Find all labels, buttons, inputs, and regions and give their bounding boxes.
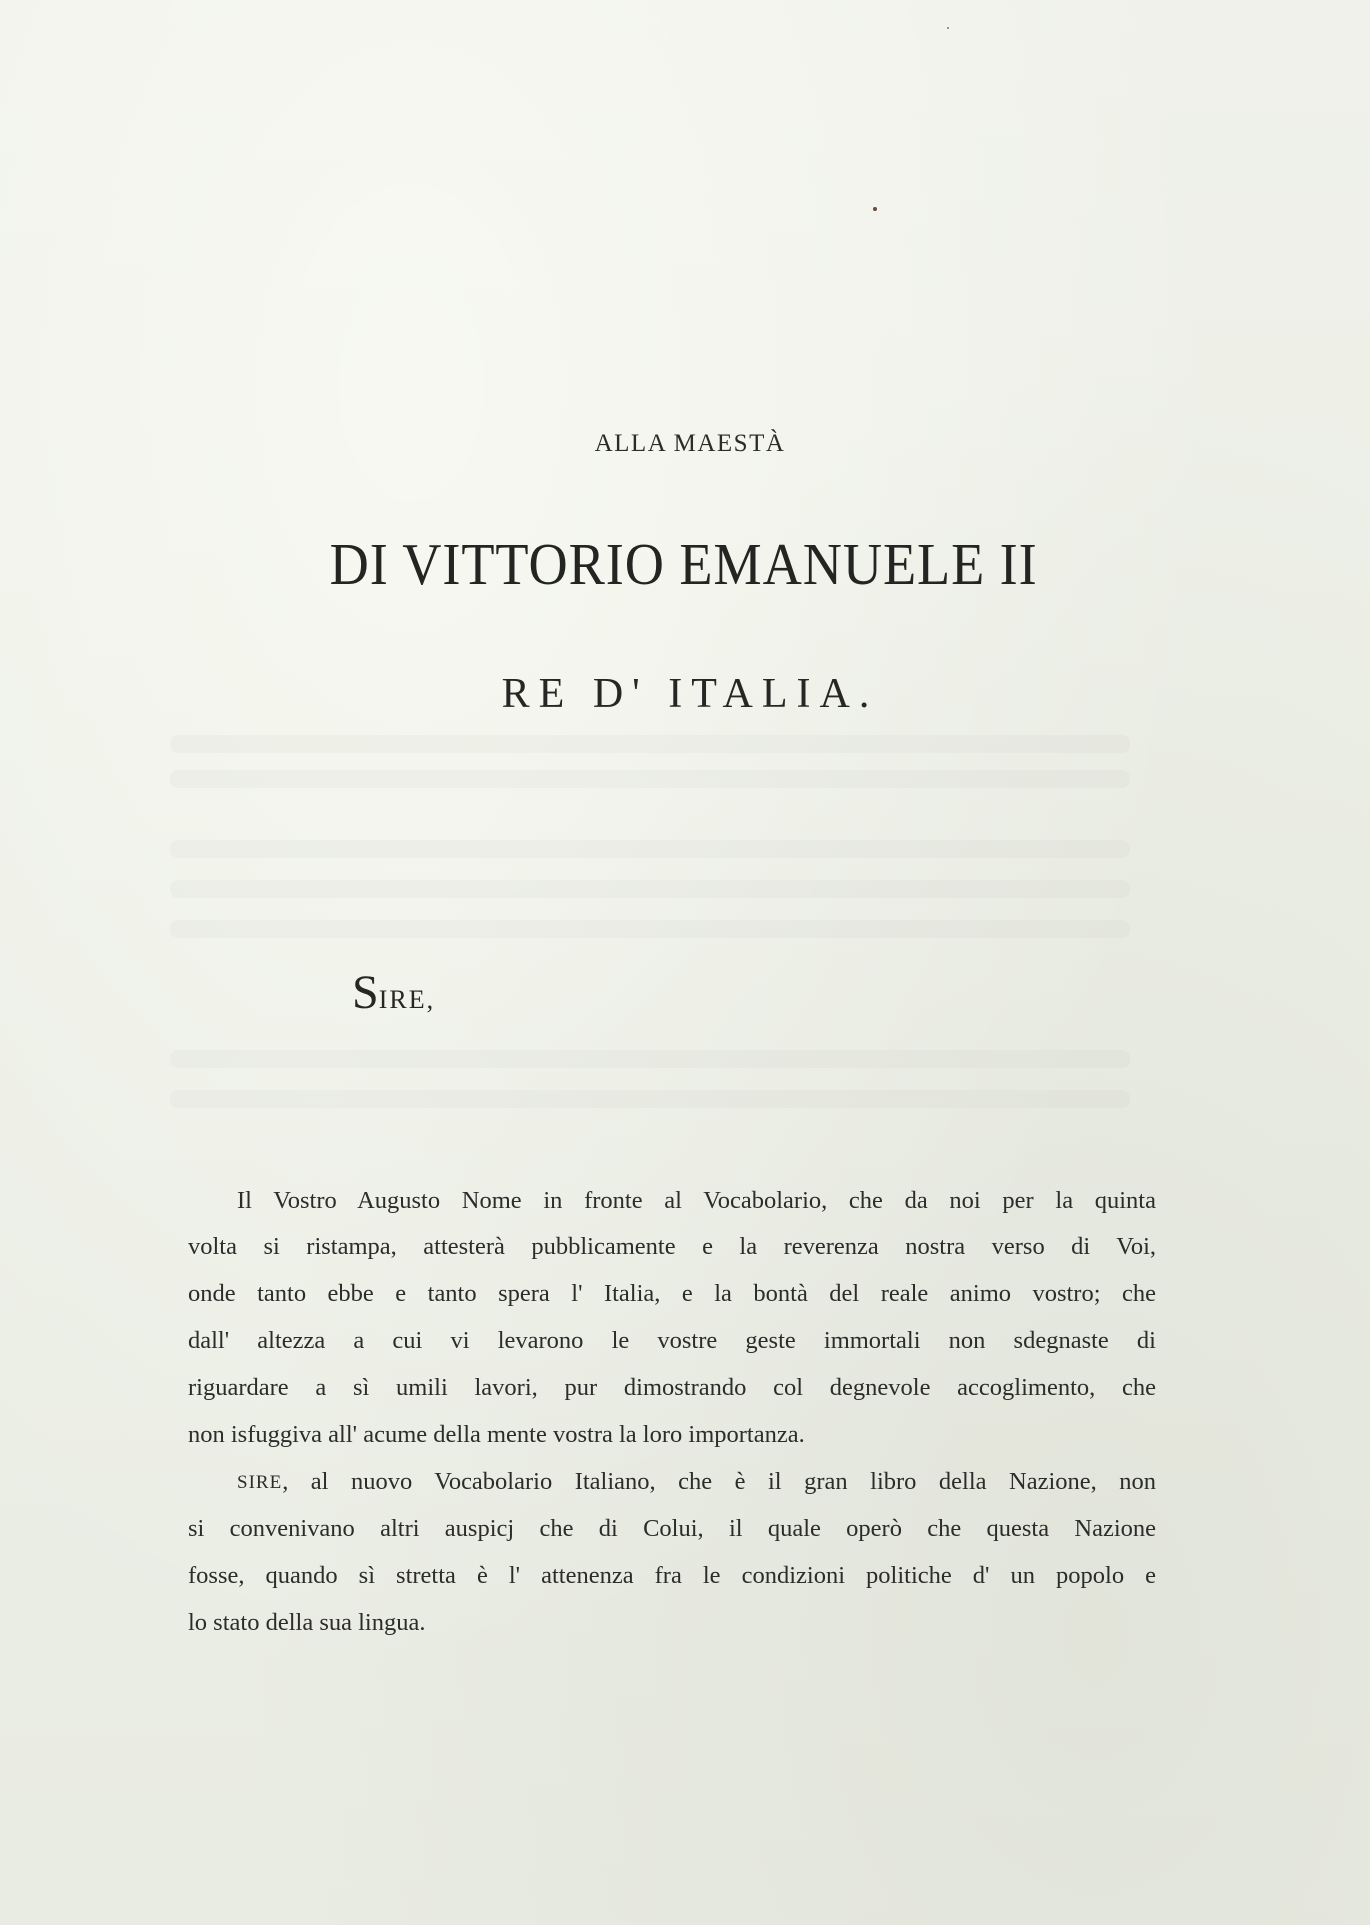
- dedication-line-3: RE D' ITALIA.: [501, 671, 879, 717]
- paragraph-2-line-4: lo stato della sua lingua.: [188, 1609, 426, 1636]
- salutation-initial: S: [352, 966, 379, 1019]
- paragraph-1-line-5: riguardare a sì umili lavori, pur dimostrando col degnevole accoglimento, che: [188, 1374, 1156, 1401]
- salutation: [352, 965, 435, 1020]
- paragraph-2-lead: SIRE: [237, 1472, 283, 1493]
- paragraph-1-line-3: onde tanto ebbe e tanto spera l' Italia, e la bontà del reale animo vostro; che: [188, 1280, 1156, 1307]
- bleed-through-shadow: [170, 770, 1130, 788]
- bleed-through-shadow: [170, 920, 1130, 938]
- paragraph-2-line-2: si convenivano altri auspicj che di Colui, il quale operò che questa Nazione: [188, 1515, 1156, 1542]
- ink-speck: [947, 27, 949, 29]
- salutation-rest: IRE: [378, 985, 427, 1014]
- dedication-line-1: ALLA MAESTÀ: [594, 430, 786, 457]
- paragraph-2-line-1-text: , al nuovo Vocabolario Italiano, che è il gran libro della Nazione, non: [282, 1468, 1156, 1495]
- bleed-through-shadow: [170, 880, 1130, 898]
- paragraph-2-line-1: [237, 1468, 1156, 1498]
- bleed-through-shadow: [170, 1050, 1130, 1068]
- bleed-through-shadow: [170, 735, 1130, 753]
- bleed-through-shadow: [170, 1090, 1130, 1108]
- dedication-line-2: DI VITTORIO EMANUELE II: [329, 531, 1038, 597]
- bleed-through-shadow: [170, 840, 1130, 858]
- paragraph-1-line-4: dall' altezza a cui vi levarono le vostre geste immortali non sdegnaste di: [188, 1327, 1156, 1354]
- paragraph-1-line-2: volta si ristampa, attesterà pubblicamente e la reverenza nostra verso di Voi,: [188, 1233, 1156, 1260]
- ink-speck: [873, 207, 877, 211]
- paragraph-1-line-6: non isfuggiva all' acume della mente vostra la loro importanza.: [188, 1421, 805, 1448]
- paragraph-1-line-1: Il Vostro Augusto Nome in fronte al Vocabolario, che da noi per la quinta: [237, 1187, 1156, 1214]
- salutation-punct: ,: [426, 985, 436, 1014]
- paragraph-2-line-3: fosse, quando sì stretta è l' attenenza fra le condizioni politiche d' un popolo e: [188, 1562, 1156, 1589]
